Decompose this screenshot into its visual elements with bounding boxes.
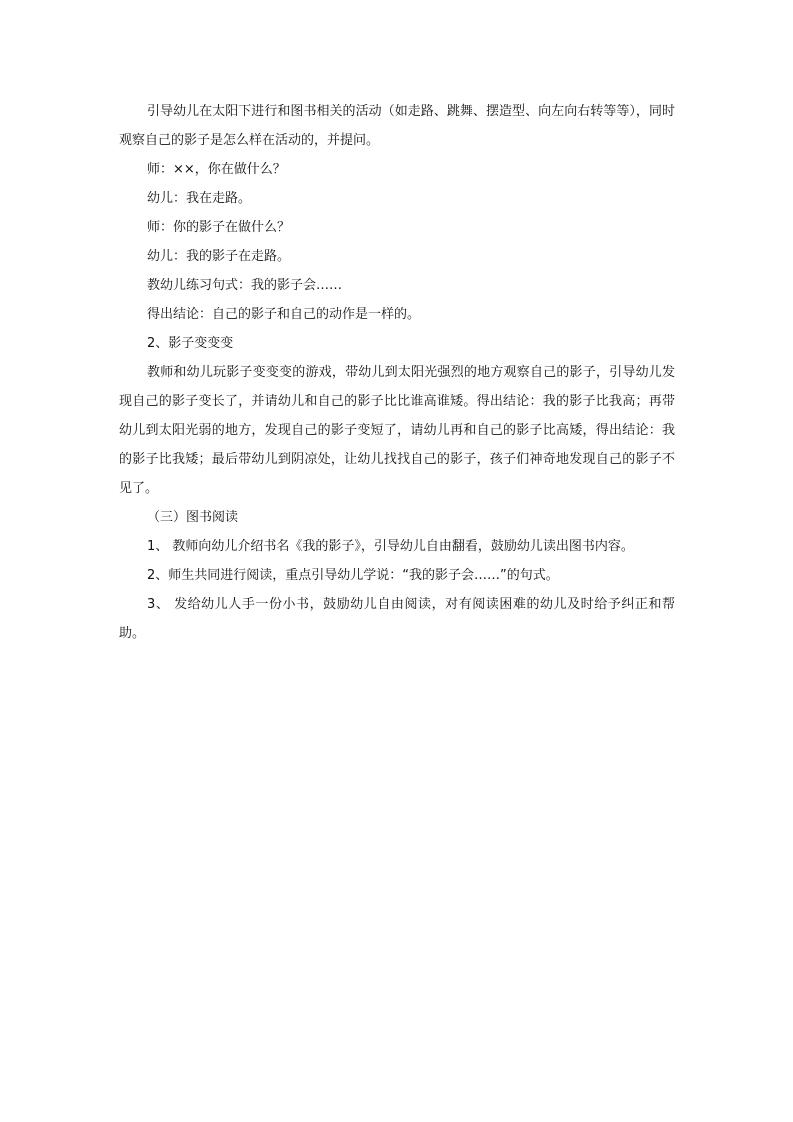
sentence-practice: 教幼儿练习句式：我的影子会…… bbox=[147, 278, 343, 293]
dialogue-child-answer-1: 幼儿：我在走路。 bbox=[147, 191, 252, 206]
section-heading-book-reading: （三）图书阅读 bbox=[147, 510, 239, 525]
reading-step-1: 1、 教师向幼儿介绍书名《我的影子》，引导幼儿自由翻看，鼓励幼儿读出图书内容。 bbox=[147, 539, 634, 554]
document-body bbox=[119, 97, 675, 648]
dialogue-teacher-question-1: 师：××，你在做什么？ bbox=[147, 162, 286, 177]
conclusion-1: 得出结论：自己的影子和自己的动作是一样的。 bbox=[147, 307, 421, 322]
section-heading-shadow-change: 2、影子变变变 bbox=[147, 336, 234, 351]
paragraph-activity-intro: 引导幼儿在太阳下进行和图书相关的活动（如走路、跳舞、摆造型、向左向右转等等），同时观察自己的影子是怎么样在活动的，并提问。 bbox=[119, 104, 675, 148]
paragraph-shadow-game: 教师和幼儿玩影子变变变的游戏，带幼儿到太阳光强烈的地方观察自己的影子，引导幼儿发现自己的影子变长了，并请幼儿和自己的影子比比谁高谁矮。得出结论：我的影子比我高；再带幼儿到太阳光弱的地方，发现自己的影子变短了，请幼儿再和自己的影子比高矮，得出结论：我的影子比我矮；最后带幼儿到阴凉处，让幼儿找找自己的影子，孩子们神奇地发现自己的影子不见了。 bbox=[119, 365, 675, 496]
reading-step-2: 2、师生共同进行阅读，重点引导幼儿学说：“我的影子会……”的句式。 bbox=[147, 568, 559, 583]
dialogue-teacher-question-2: 师：你的影子在做什么？ bbox=[147, 220, 291, 235]
dialogue-child-answer-2: 幼儿：我的影子在走路。 bbox=[147, 249, 291, 264]
reading-step-3: 3、 发给幼儿人手一份小书，鼓励幼儿自由阅读，对有阅读困难的幼儿及时给予纠正和帮助。 bbox=[119, 597, 675, 641]
